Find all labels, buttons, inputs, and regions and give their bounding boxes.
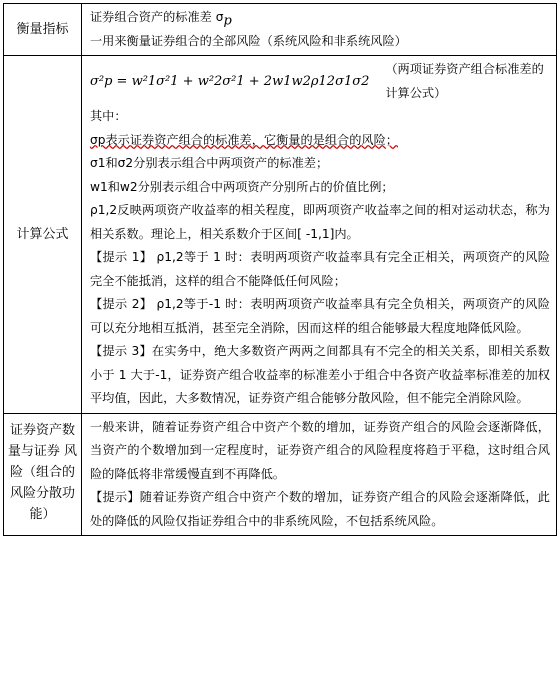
text-line: ρ1,2反映两项资产收益率的相关程度，即两项资产收益率之间的相对运动状态，称为相关系数。理论上，相关系数介于区间[ -1,1]内。 [90,203,550,241]
text-line: w1和w2分别表示组合中两项资产分别所占的价值比例； [90,179,394,194]
row-measure [4,4,557,56]
measure-sub: p [223,13,232,29]
formula-line [90,58,550,105]
text-line: 【提示 1】 ρ1,2等于 1 时：表明两项资产收益率具有完全正相关，两项资产的风险完全不能抵消，这样的组合不能降低任何风险； [90,250,550,288]
row-label: 衡量指标 [4,4,82,56]
row-quantity [4,413,557,536]
text-line: 一用来衡量证券组合的全部风险（系统风险和非系统风险） [90,33,407,48]
row-label: 计算公式 [4,56,82,414]
row-content [82,413,557,536]
row-formula [4,56,557,414]
measure-text: 证券组合资产的标准差 σ [90,10,224,24]
text-line: 【提示】随着证券资产组合中资产个数的增加，证券资产组合的风险会逐渐降低，此处的降低的风险仅指证券组合中的非系统风险，不包括系统风险。 [90,490,550,528]
text-line: 【提示 3】在实务中，绝大多数资产两两之间都具有不完全的相关关系，即相关系数小于 1 大于-1，证券资产组合收益率的标准差小于组合中各资产收益率标准差的加权平均值，因此，大多数情况，证券资产组合能够分散风险，但不能完全消除风险。 [90,344,550,405]
formula-note: （两项证券资产组合标准差的计算公式） [385,62,544,100]
text-line: σp表示证券资产组合的标准差，它衡量的是组合的风险； [90,132,398,147]
text-line: 其中： [90,109,127,123]
row-label: 证券资产数量与证券 风 险（组合的风险分散功能） [4,413,82,536]
text-line: 【提示 2】 ρ1,2等于-1 时：表明两项资产收益率具有完全负相关，两项资产的风险可以充分地相互抵消，甚至完全消除，因而这样的组合能够最大程度地降低风险。 [90,297,550,335]
text-line: σ1和σ2分别表示组合中两项资产的标准差； [90,156,329,170]
text-line: 一般来讲，随着证券资产组合中资产个数的增加，证券资产组合的风险会逐渐降低，当资产的个数增加到一定程度时，证券资产组合的风险程度将趋于平稳，这时组合风险的降低将非常缓慢直到不再降低。 [90,419,550,481]
text-line [90,6,550,30]
formula: σ²p = w²1σ²1 + w²2σ²1 + 2w1w2ρ12σ1σ2 [90,73,370,89]
content-table [3,3,557,536]
row-content [82,4,557,56]
row-content [82,56,557,414]
